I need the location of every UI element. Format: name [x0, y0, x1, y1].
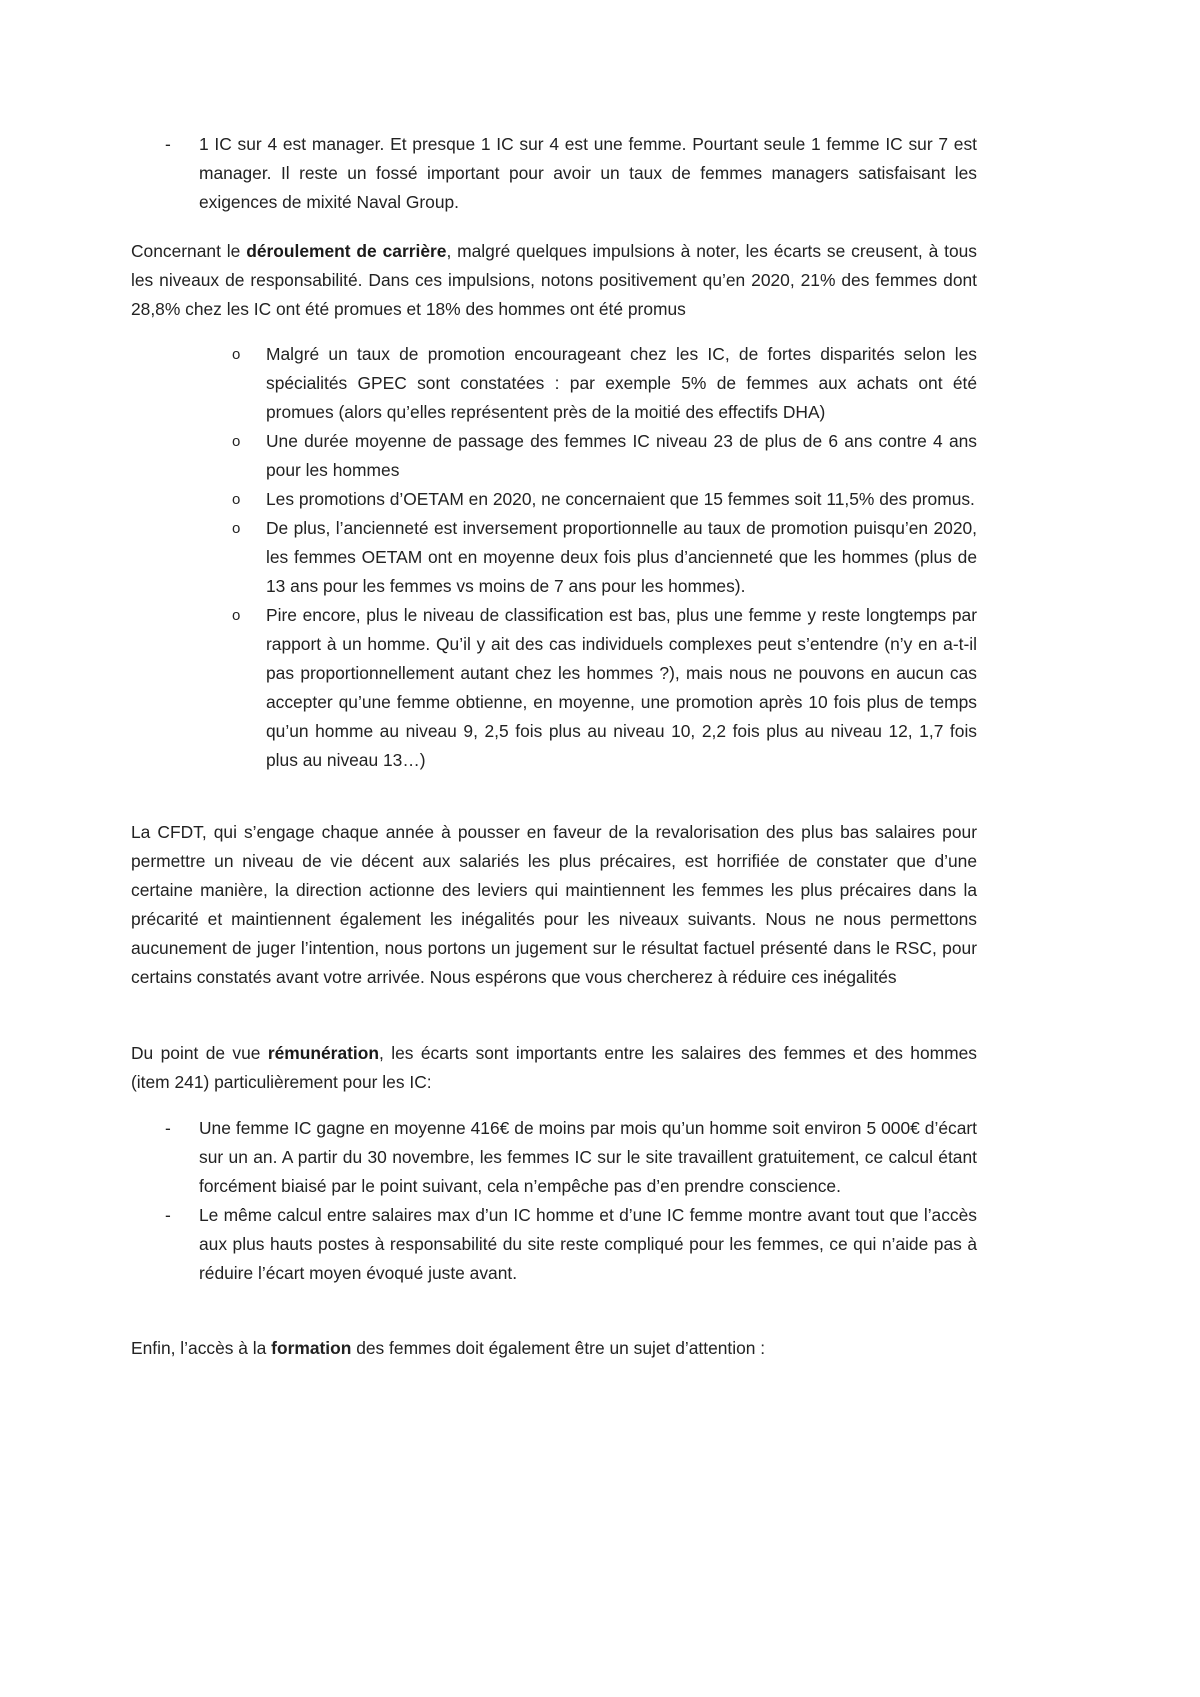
paragraph-career [131, 237, 977, 324]
list-item-text: Pire encore, plus le niveau de classification est bas, plus une femme y reste longtemps par rapport à un homme. Qu’il y ait des cas individuels complexes peut s’entendre (n’y en a-t-il pas proportionnellement autant chez les hommes ?), mais nous ne pouvons en aucun cas accepter qu’une femme obtienne, en moyenne, une promotion après 10 fois plus de temps qu’un homme au niveau 9, 2,5 fois plus au niveau 10, 2,2 fois plus au niveau 12, 1,7 fois plus au niveau 13…) [266, 605, 977, 770]
circle-bullet: o [232, 607, 241, 624]
paragraph-career-intro: Concernant le [131, 241, 247, 261]
list-item-text: Les promotions d’OETAM en 2020, ne concernaient que 15 femmes soit 11,5% des promus. [266, 489, 975, 509]
list-item [230, 427, 977, 485]
list-item [131, 1201, 977, 1288]
paragraph-remuneration [131, 1039, 977, 1097]
dash-bullet: - [165, 1118, 171, 1138]
list-item-text: Une durée moyenne de passage des femmes IC niveau 23 de plus de 6 ans contre 4 ans pour les hommes [266, 431, 977, 480]
circle-list-promotions [230, 340, 977, 775]
list-item-text: Une femme IC gagne en moyenne 416€ de moins par mois qu’un homme soit environ 5 000€ d’écart sur un an. A partir du 30 novembre, les femmes IC sur le site travaillent gratuitement, ce calcul étant forcément biaisé par le point suivant, cela n’empêche pas d’en prendre conscience. [199, 1118, 977, 1196]
dash-bullet: - [165, 134, 171, 154]
list-item-text: Malgré un taux de promotion encourageant chez les IC, de fortes disparités selon les spécialités GPEC sont constatées : par exemple 5% de femmes aux achats ont été promues (alors qu’elles représentent près de la moitié des effectifs DHA) [266, 344, 977, 422]
circle-bullet: o [232, 346, 241, 363]
list-item [131, 130, 977, 217]
dash-bullet: - [165, 1205, 171, 1225]
list-item [131, 1114, 977, 1201]
paragraph-remuneration-intro: Du point de vue [131, 1043, 268, 1063]
paragraph-career-keyword: déroulement de carrière [246, 241, 447, 261]
circle-bullet: o [232, 520, 241, 537]
list-item [230, 601, 977, 775]
paragraph-career-body: , malgré quelques impulsions à noter, les écarts se creusent, à tous les niveaux de responsabilité. Dans ces impulsions, notons positivement qu’en 2020, 21% des femmes dont 28,8% chez les IC ont été promues et 18% des hommes ont été promus [131, 241, 977, 319]
circle-bullet: o [232, 433, 241, 450]
paragraph-remuneration-keyword: rémunération [267, 1043, 379, 1063]
paragraph-cfdt [131, 818, 977, 992]
paragraph-training-intro: Enfin, l’accès à la [131, 1338, 272, 1358]
paragraph-cfdt-text: La CFDT, qui s’engage chaque année à pousser en faveur de la revalorisation des plus bas salaires pour permettre un niveau de vie décent aux salariés les plus précaires, est horrifiée de constater que d’une certaine manière, la direction actionne des leviers qui maintiennent les femmes les plus précaires dans la précarité et maintiennent également les inégalités pour les niveaux suivants. Nous ne nous permettons aucunement de juger l’intention, nous portons un jugement sur le résultat factuel présenté dans le RSC, pour certains constatés avant votre arrivée. Nous espérons que vous chercherez à réduire ces inégalités [131, 822, 977, 987]
list-item-text: De plus, l’ancienneté est inversement proportionnelle au taux de promotion puisqu’en 2020, les femmes OETAM ont en moyenne deux fois plus d’ancienneté que les hommes (plus de 13 ans pour les femmes vs moins de 7 ans pour les hommes). [266, 518, 977, 596]
paragraph-training [131, 1334, 977, 1363]
list-item-text: 1 IC sur 4 est manager. Et presque 1 IC sur 4 est une femme. Pourtant seule 1 femme IC sur 7 est manager. Il reste un fossé important pour avoir un taux de femmes managers satisfaisant les exigences de mixité Naval Group. [199, 134, 977, 212]
dash-list-managers [131, 130, 977, 217]
list-item [230, 340, 977, 427]
list-item-text: Le même calcul entre salaires max d’un IC homme et d’une IC femme montre avant tout que l’accès aux plus hauts postes à responsabilité du site reste compliqué pour les femmes, ce qui n’aide pas à réduire l’écart moyen évoqué juste avant. [199, 1205, 977, 1283]
paragraph-remuneration-body: , les écarts sont importants entre les salaires des femmes et des hommes (item 241) particulièrement pour les IC: [131, 1043, 977, 1092]
list-item [230, 485, 977, 514]
circle-bullet: o [232, 491, 241, 508]
list-item [230, 514, 977, 601]
paragraph-training-body: des femmes doit également être un sujet d’attention : [351, 1338, 766, 1358]
dash-list-salary [131, 1114, 977, 1288]
paragraph-training-keyword: formation [271, 1338, 352, 1358]
